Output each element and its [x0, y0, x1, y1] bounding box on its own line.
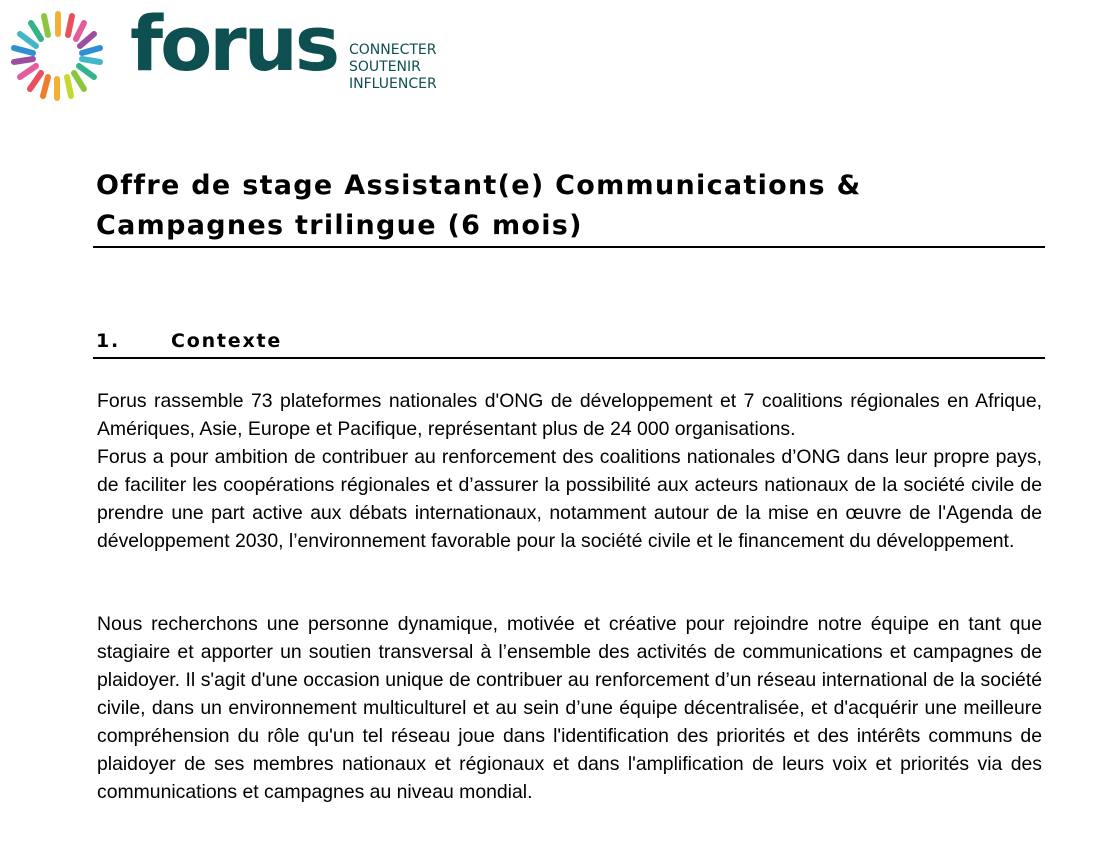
- paragraph: Forus rassemble 73 plateformes nationales d'ONG de développement et 7 coalitions régionales en Afrique, Amériques, Asie, Europe et Pacifique, représentant plus de 24 000 organisations.: [97, 390, 1042, 440]
- section-title: Contexte: [171, 330, 283, 352]
- paragraph: Nous recherchons une personne dynamique, motivée et créative pour rejoindre notre équipe en tant que stagiaire et apporter un soutien transversal à l’ensemble des activités de communications et campagnes de plaidoyer. Il s'agit d'une occasion unique de contribuer au renforcement d’un réseau international de la société civile, dans un environnement multiculturel et au sein d’une équipe décentralisée, et d'acquérir une meilleure compréhension du rôle qu'un tel réseau joue dans l'identification des priorités et des intérêts communs de plaidoyer de ses membres nationaux et régionaux et dans l'amplification de leurs voix et priorités via des communications et campagnes au niveau mondial.: [97, 613, 1042, 803]
- section-number: 1.: [96, 330, 121, 352]
- forus-burst-icon: [6, 4, 110, 108]
- tagline-line: INFLUENCER: [349, 76, 437, 92]
- section-heading: [96, 330, 282, 352]
- tagline-line: CONNECTER: [349, 42, 437, 58]
- document-title: Offre de stage Assistant(e) Communications & Campagnes trilingue (6 mois): [96, 170, 862, 241]
- tagline-line: SOUTENIR: [349, 59, 421, 75]
- forus-wordmark: forus: [130, 0, 338, 88]
- paragraph: Forus a pour ambition de contribuer au renforcement des coalitions nationales d’ONG dans leur propre pays, de faciliter les coopérations régionales et d’assurer la possibilité aux acteurs nationaux de la société civile de prendre une part active aux débats internationaux, notamment autour de la mise en œuvre de l'Agenda de développement 2030, l’environnement favorable pour la société civile et le financement du développement.: [97, 446, 1042, 552]
- section-divider: [93, 357, 1045, 359]
- tagline: [349, 42, 437, 93]
- header: [6, 0, 466, 108]
- title-divider: [93, 246, 1045, 248]
